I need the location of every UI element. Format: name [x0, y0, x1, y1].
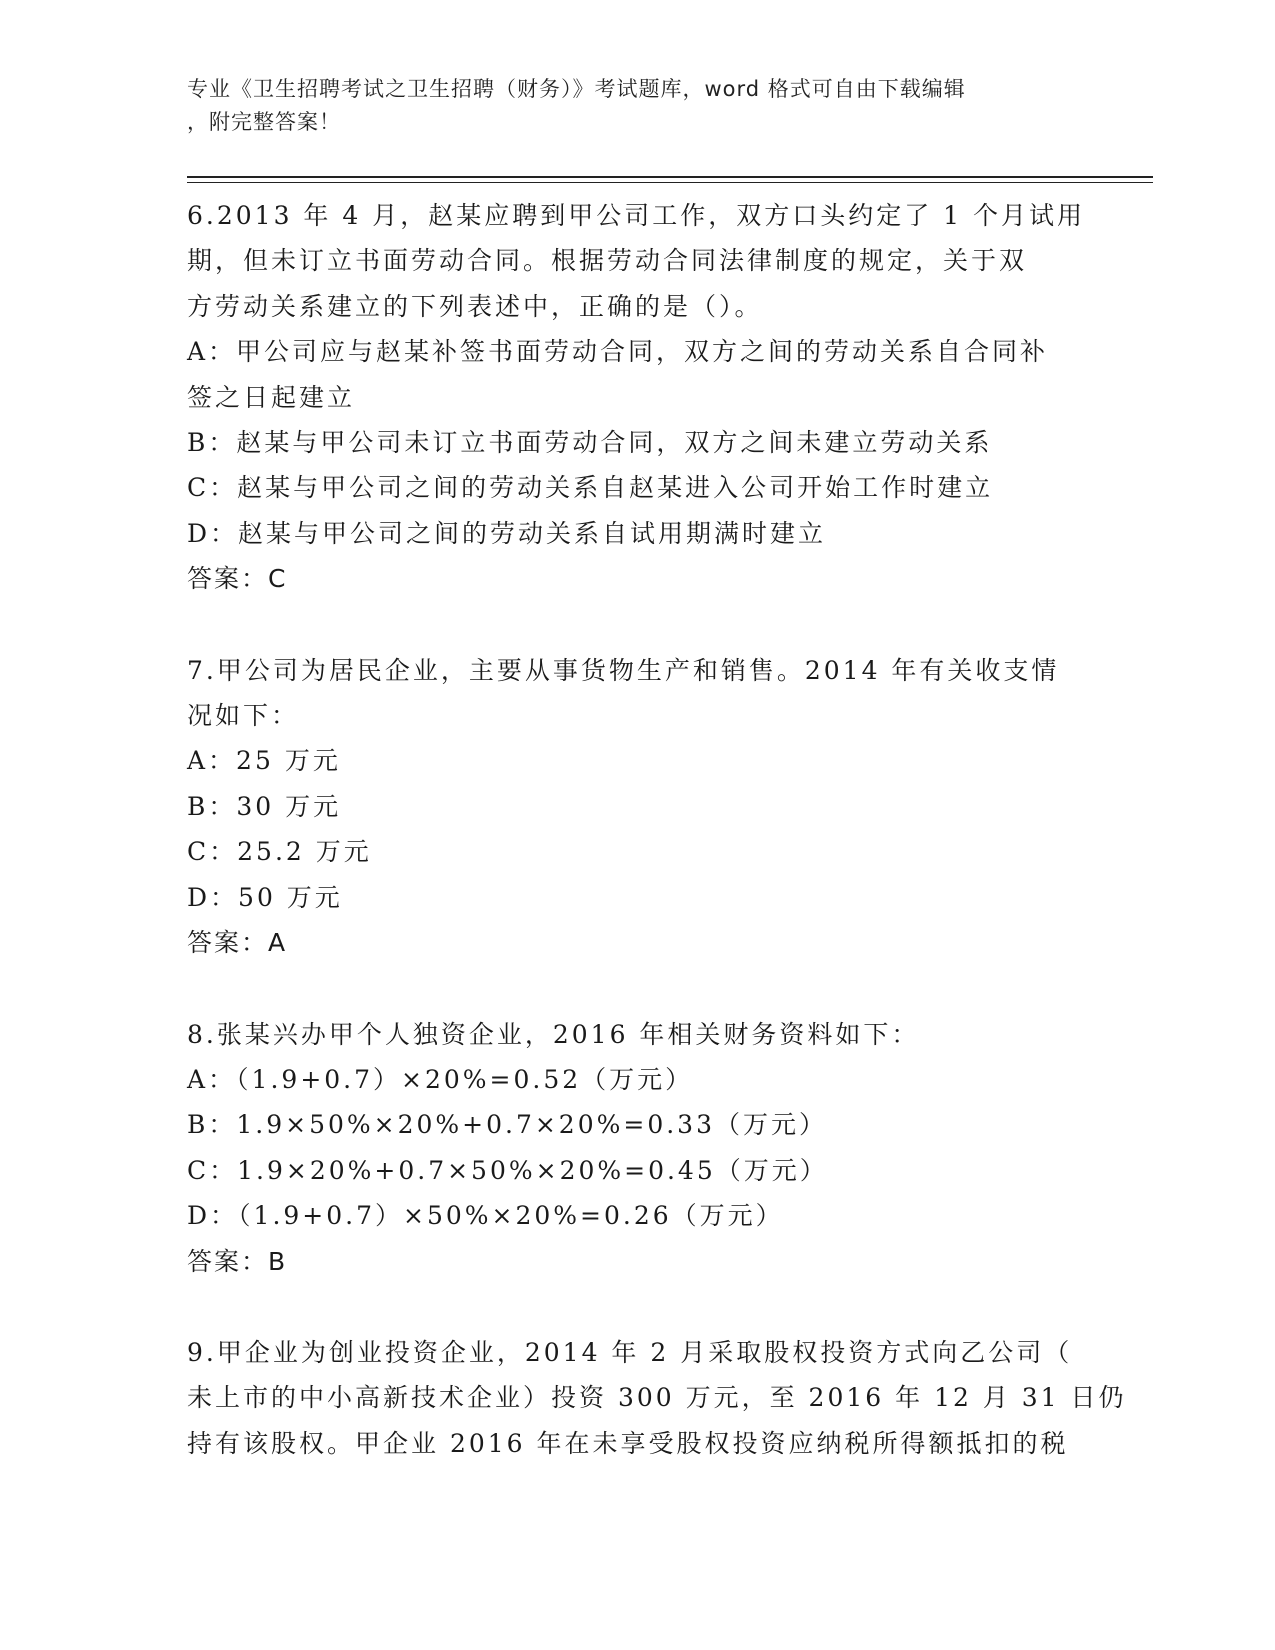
option-c: C：赵某与甲公司之间的劳动关系自赵某进入公司开始工作时建立	[187, 473, 994, 503]
option-d: D：（1.9+0.7）×50%×20%=0.26（万元）	[187, 1201, 784, 1231]
header-divider-thick	[187, 176, 1153, 178]
question-text-line: 期，但未订立书面劳动合同。根据劳动合同法律制度的规定，关于双	[187, 246, 1028, 276]
question-text-line: 况如下：	[187, 701, 300, 731]
option-b: B：赵某与甲公司未订立书面劳动合同，双方之间未建立劳动关系	[187, 428, 993, 458]
question-6	[187, 193, 1087, 602]
option-b: B：30 万元	[187, 791, 342, 821]
header-divider-thin	[187, 182, 1153, 183]
option-b: B：1.9×50%×20%+0.7×20%=0.33（万元）	[187, 1110, 827, 1140]
answer-label: 答案：C	[187, 564, 288, 594]
question-7	[187, 648, 1087, 966]
question-text-line: 方劳动关系建立的下列表述中，正确的是（）。	[187, 291, 763, 321]
question-text-line: 8.张某兴办甲个人独资企业，2016 年相关财务资料如下：	[187, 1019, 920, 1049]
question-text-line: 7.甲公司为居民企业，主要从事货物生产和销售。2014 年有关收支情	[187, 655, 1060, 685]
question-text-line: 9.甲企业为创业投资企业，2014 年 2 月采取股权投资方式向乙公司（	[187, 1337, 1073, 1367]
question-8	[187, 1012, 1087, 1284]
option-d: D：赵某与甲公司之间的劳动关系自试用期满时建立	[187, 518, 827, 548]
option-a: A：（1.9+0.7）×20%=0.52（万元）	[187, 1064, 694, 1094]
header-line-1: 专业《卫生招聘考试之卫生招聘（财务）》考试题库，word 格式可自由下载编辑	[187, 77, 966, 101]
option-c: C：25.2 万元	[187, 837, 372, 867]
question-spacer	[187, 966, 1087, 1012]
questions-list	[187, 193, 1127, 1466]
question-spacer	[187, 602, 1087, 648]
answer-label: 答案：B	[187, 1246, 288, 1276]
option-a: A：25 万元	[187, 746, 341, 776]
question-9	[187, 1330, 1127, 1466]
question-text-line: 6.2013 年 4 月，赵某应聘到甲公司工作，双方口头约定了 1 个月试用	[187, 201, 1086, 230]
option-a: A：甲公司应与赵某补签书面劳动合同，双方之间的劳动关系自合同补	[187, 337, 1049, 367]
option-c: C：1.9×20%+0.7×50%×20%=0.45（万元）	[187, 1155, 828, 1185]
header-line-2: ，附完整答案！	[187, 110, 341, 134]
answer-label: 答案：A	[187, 928, 288, 958]
question-text-line: 持有该股权。甲企业 2016 年在未享受股权投资应纳税所得额抵扣的税	[187, 1428, 1069, 1458]
option-a-continued: 签之日起建立	[187, 382, 356, 412]
option-d: D：50 万元	[187, 882, 343, 912]
document-header	[187, 73, 1087, 139]
question-spacer	[187, 1284, 1087, 1330]
question-text-line: 未上市的中小高新技术企业）投资 300 万元，至 2016 年 12 月 31 日仍	[187, 1383, 1127, 1413]
